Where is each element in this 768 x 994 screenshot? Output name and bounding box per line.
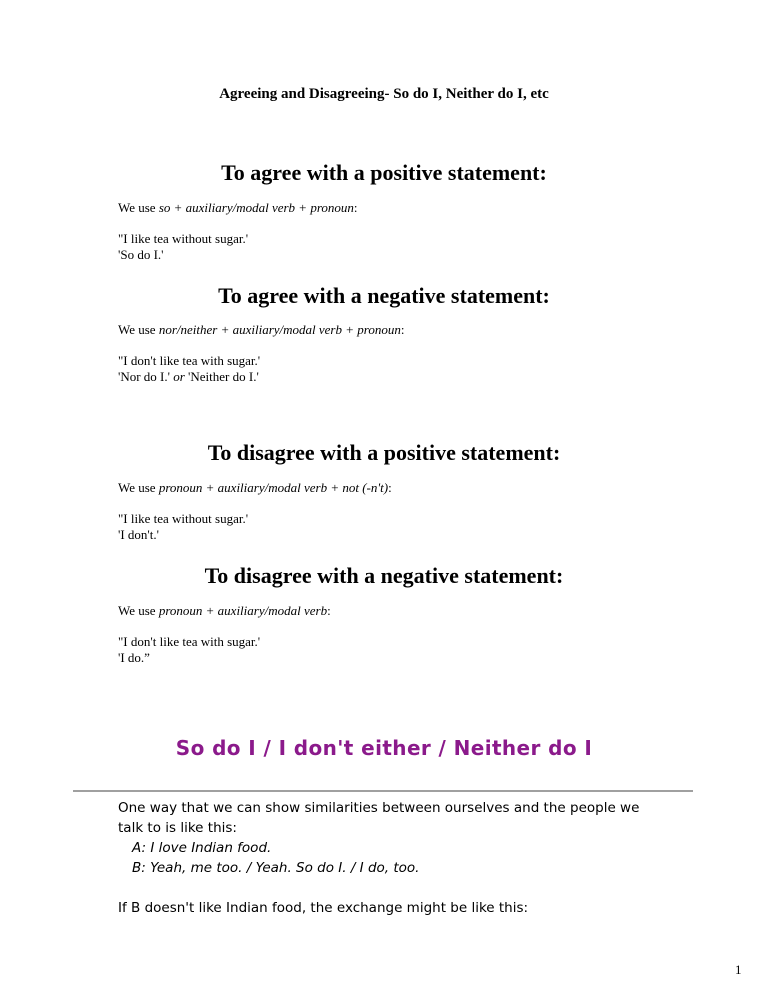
lesson-intro-line: One way that we can show similarities between ourselves and the people we	[118, 800, 640, 816]
page-number: 1	[735, 962, 742, 977]
example-line: "I like tea without sugar.'	[118, 511, 249, 526]
example-line: 'So do I.'	[118, 247, 164, 262]
horizontal-divider	[73, 790, 693, 792]
rule-line: We use pronoun + auxiliary/modal verb + not (-n't):	[118, 480, 392, 495]
lesson-intro-line: talk to is like this:	[118, 820, 237, 836]
example-line: "I don't like tea with sugar.'	[118, 353, 261, 368]
rule-line: We use nor/neither + auxiliary/modal verb + pronoun:	[118, 322, 405, 337]
lesson-title: So do I / I don't either / Neither do I	[175, 736, 593, 760]
rule-line: We use so + auxiliary/modal verb + pronoun:	[118, 200, 358, 215]
lesson-followup-line: If B doesn't like Indian food, the exchange might be like this:	[118, 900, 529, 916]
example-line: 'Nor do I.' or 'Neither do I.'	[118, 369, 259, 384]
section-heading-disagree-negative: To disagree with a negative statement:	[204, 563, 564, 588]
dialog-line-b: B: Yeah, me too. / Yeah. So do I. / I do, too.	[132, 860, 420, 876]
example-line: 'I don't.'	[118, 527, 159, 542]
example-line: "I don't like tea with sugar.'	[118, 634, 261, 649]
section-heading-disagree-positive: To disagree with a positive statement:	[207, 440, 561, 465]
document-title: Agreeing and Disagreeing- So do I, Neither do I, etc	[219, 86, 549, 102]
example-line: 'I do.”	[118, 650, 150, 665]
rule-line: We use pronoun + auxiliary/modal verb:	[118, 603, 331, 618]
section-heading-agree-negative: To agree with a negative statement:	[218, 283, 550, 308]
section-heading-agree-positive: To agree with a positive statement:	[221, 160, 547, 185]
dialog-line-a: A: I love Indian food.	[132, 840, 272, 856]
example-line: "I like tea without sugar.'	[118, 231, 249, 246]
